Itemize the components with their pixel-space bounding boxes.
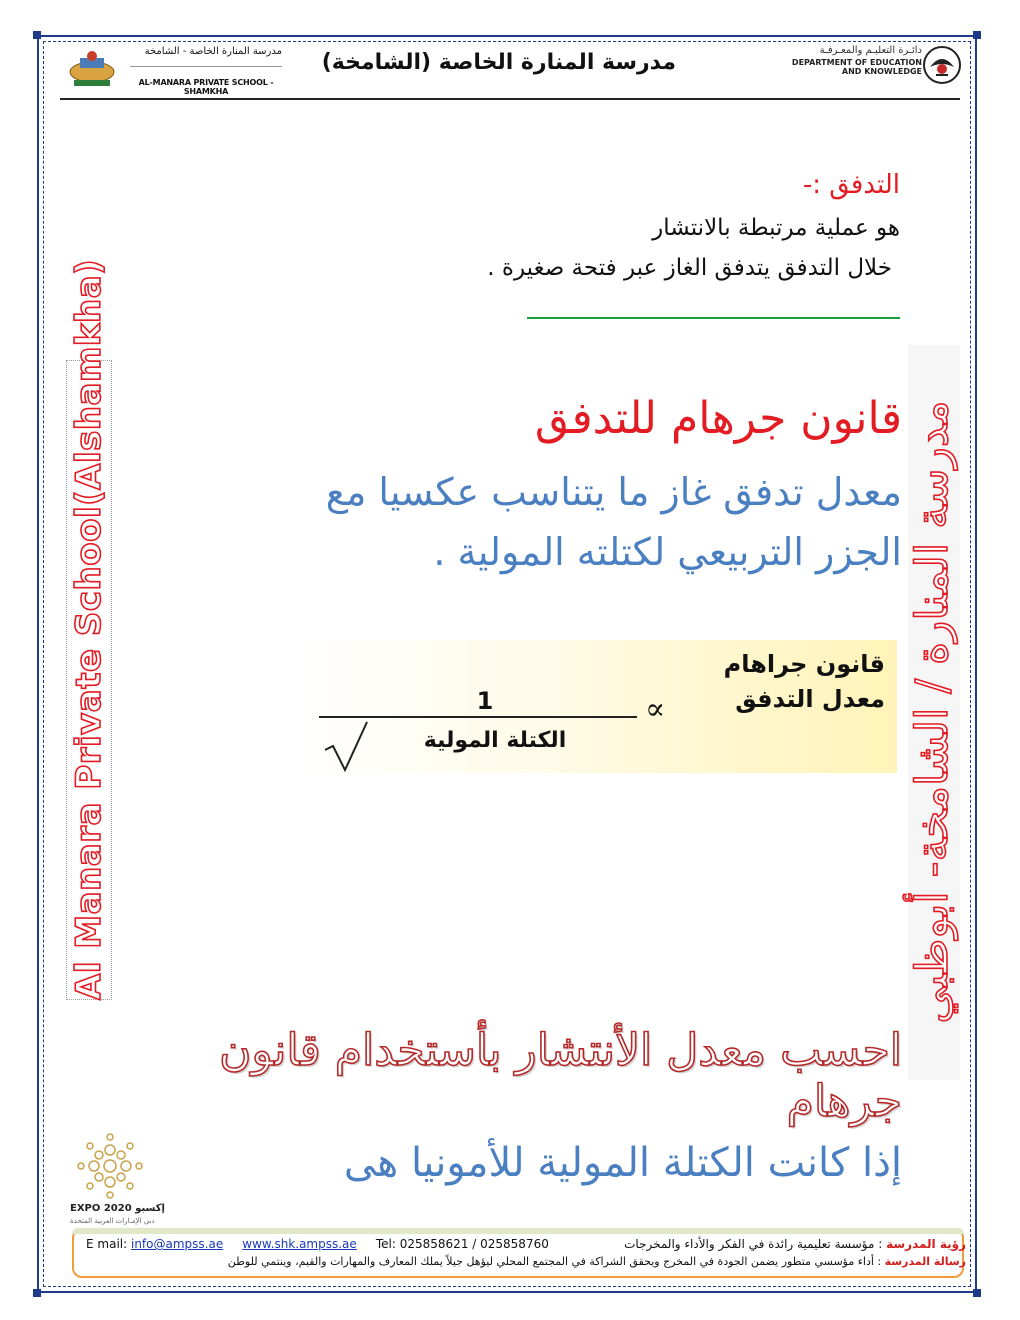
expo-sublabel: دبي الإمـارات العربية المتحدة — [70, 1217, 155, 1225]
vision-label: رؤية المدرسة — [886, 1237, 966, 1251]
website-link[interactable]: www.shk.ampss.ae — [242, 1237, 357, 1251]
right-watermark-text: مدرسة المنارة / الشامخة- أبوظبي — [907, 400, 958, 1024]
flow-definition-line1: هو عملية مرتبطة بالانتشار — [652, 215, 900, 241]
section-divider — [527, 317, 900, 319]
corner-mark — [973, 31, 981, 39]
header-divider — [60, 98, 960, 100]
footer-top-band — [72, 1228, 964, 1234]
question-line1: احسب معدل الأنتشار بأستخدام قانون جرهام — [219, 1025, 902, 1127]
page-title: مدرسة المنارة الخاصة (الشامخة) — [321, 50, 676, 75]
question-line2: إذا كانت الكتلة المولية للأمونيا هى — [343, 1140, 902, 1186]
department-name-ar: دائـرة التعليـم والمعـرفـة — [819, 45, 922, 56]
corner-mark — [973, 1289, 981, 1297]
square-root-icon — [323, 720, 369, 772]
graham-formula — [305, 640, 897, 773]
falcon-emblem-icon — [922, 45, 962, 85]
graham-law-definition-line1: معدل تدفق غاز ما يتناسب عكسيا مع — [325, 470, 902, 514]
formula-law-name: قانون جراهام — [723, 650, 885, 678]
corner-mark — [33, 31, 41, 39]
school-name-divider — [130, 66, 282, 67]
corner-mark — [33, 1289, 41, 1297]
proportional-symbol: ∝ — [645, 692, 666, 727]
formula-denominator: الكتلة المولية — [423, 728, 567, 753]
footer-row-mission — [86, 1255, 966, 1271]
graham-law-definition-line2: الجزر التربيعي لكتلته المولية . — [433, 530, 902, 574]
email-label: E mail: — [86, 1237, 128, 1251]
phone-numbers: Tel: 025858621 / 025858760 — [375, 1237, 549, 1251]
flow-heading: التدفق :- — [802, 170, 900, 200]
school-name-ar-small: مدرسة المنارة الخاصة - الشامخة — [144, 46, 282, 57]
footer-row-contact — [86, 1237, 966, 1253]
expo-label: EXPO 2020 إكسبو — [70, 1203, 165, 1214]
formula-rate-label: معدل التدفق — [735, 685, 885, 713]
footer-vision — [624, 1237, 966, 1251]
school-name-en-small: AL-MANARA PRIVATE SCHOOL - SHAMKHA — [138, 78, 274, 96]
graham-law-title: قانون جرهام للتدفق — [534, 393, 902, 444]
vision-text: : مؤسسة تعليمية رائدة في الفكر والأداء والمخرجات — [624, 1237, 883, 1251]
email-link[interactable]: info@ampss.ae — [130, 1237, 224, 1251]
mission-text: : أداء مؤسسي متطور يضمن الجودة في المخرج ويحقق الشراكة في المجتمع المحلي ليؤهل جيلاً يملك المعارف والمهارات والقيم، وينتمي للوطن — [227, 1255, 882, 1268]
department-name-en: DEPARTMENT OF EDUCATION AND KNOWLEDGE — [791, 58, 922, 76]
formula-numerator: 1 — [476, 687, 494, 715]
footer-contact — [86, 1237, 549, 1251]
expo-2020-logo-icon — [70, 1132, 160, 1202]
footer-mission — [228, 1255, 966, 1268]
mission-label: رسالة المدرسة — [884, 1255, 966, 1268]
flow-definition-line2: خلال التدفق يتدفق الغاز عبر فتحة صغيرة . — [487, 255, 892, 281]
fraction-bar — [319, 716, 637, 718]
left-watermark-text: Al Manara Private School(Alshamkha) — [69, 258, 109, 1000]
